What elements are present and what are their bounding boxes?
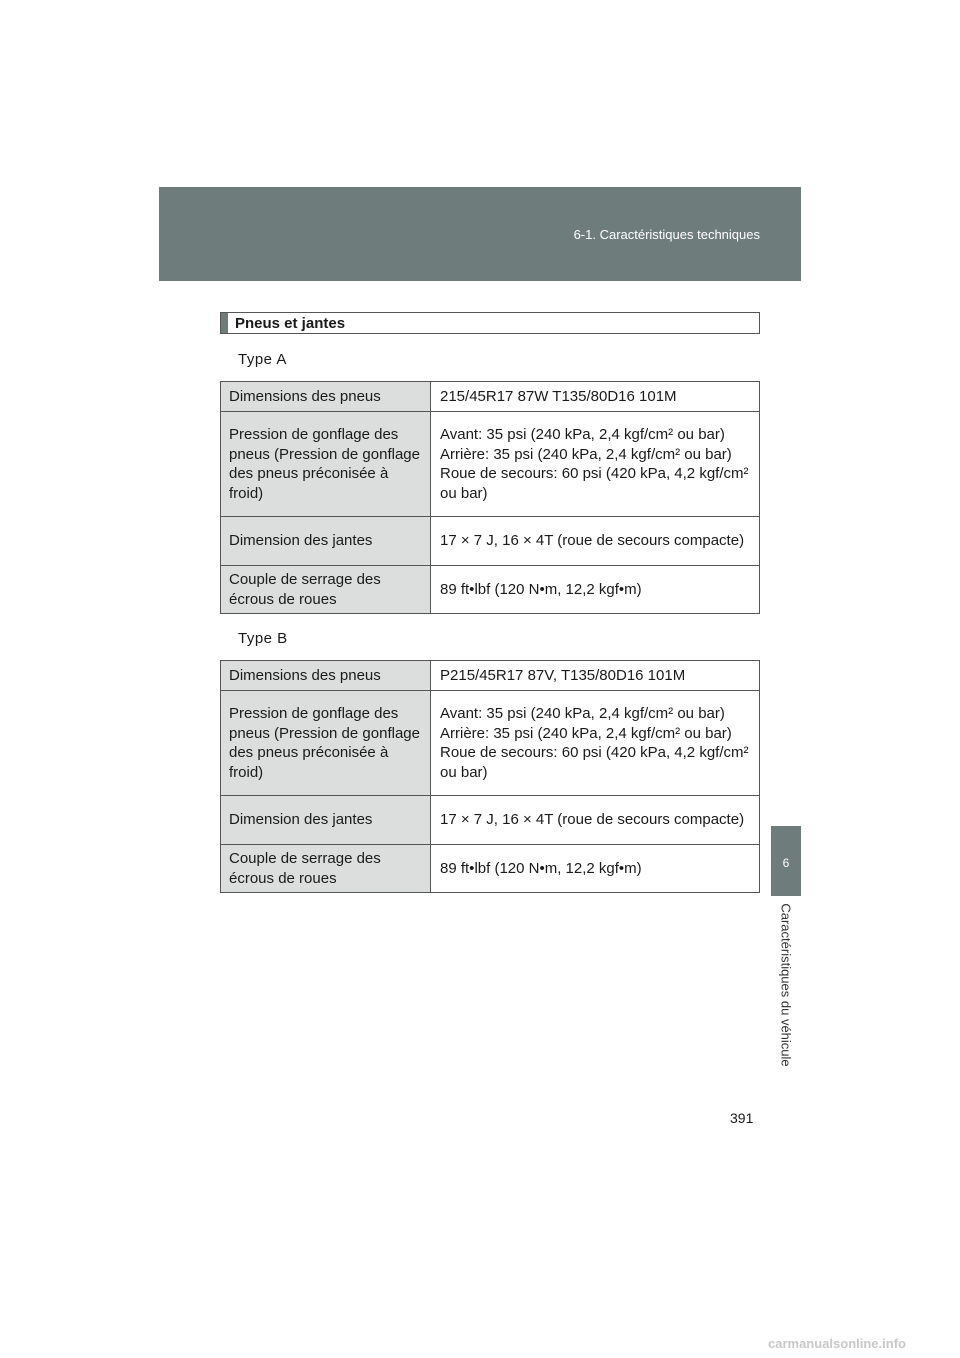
type-a-label: Type A xyxy=(238,351,287,368)
rim-size-key: Dimension des jantes xyxy=(221,517,431,566)
table-row xyxy=(221,661,760,691)
tire-pressure-value xyxy=(431,412,760,517)
type-b-spec-table xyxy=(220,660,760,893)
lug-nut-torque-key: Couple de serrage des écrous de roues xyxy=(221,845,431,893)
lug-nut-torque-key: Couple de serrage des écrous de roues xyxy=(221,566,431,614)
lug-nut-torque-value: 89 ft•lbf (120 N•m, 12,2 kgf•m) xyxy=(431,845,760,893)
tire-pressure-rear: Arrière: 35 psi (240 kPa, 2,4 kgf/cm² ou bar) xyxy=(440,445,732,463)
tire-pressure-front: Avant: 35 psi (240 kPa, 2,4 kgf/cm² ou bar) xyxy=(440,705,725,722)
chapter-number: 6 xyxy=(782,856,790,870)
section-heading-accent xyxy=(221,313,228,333)
watermark: carmanualsonline.info xyxy=(768,1336,906,1351)
section-heading-title: Pneus et jantes xyxy=(235,315,346,332)
table-row xyxy=(221,796,760,845)
table-row xyxy=(221,845,760,893)
table-row xyxy=(221,691,760,796)
type-a-spec-table xyxy=(220,381,760,614)
table-row xyxy=(221,566,760,614)
type-b-label: Type B xyxy=(238,630,288,647)
chapter-section-title: 6-1. Caractéristiques techniques xyxy=(573,227,760,242)
section-heading xyxy=(220,312,760,334)
lug-nut-torque-value: 89 ft•lbf (120 N•m, 12,2 kgf•m) xyxy=(431,566,760,614)
table-row xyxy=(221,382,760,412)
chapter-side-label: Caractéristiques du véhicule xyxy=(778,903,794,1067)
table-row xyxy=(221,517,760,566)
table-row xyxy=(221,412,760,517)
tire-pressure-spare: Roue de secours: 60 psi (420 kPa, 4,2 kgf/cm² ou bar) xyxy=(440,744,749,781)
tire-pressure-value xyxy=(431,691,760,796)
tire-size-value: P215/45R17 87V, T135/80D16 101M xyxy=(431,661,760,691)
tire-size-value: 215/45R17 87W T135/80D16 101M xyxy=(431,382,760,412)
tire-pressure-front: Avant: 35 psi (240 kPa, 2,4 kgf/cm² ou bar) xyxy=(440,426,725,443)
tire-pressure-key: Pression de gonflage des pneus (Pression de gonflage des pneus préconisée à froid) xyxy=(221,691,431,796)
chapter-side-tab xyxy=(771,826,801,896)
tire-pressure-spare: Roue de secours: 60 psi (420 kPa, 4,2 kgf/cm² ou bar) xyxy=(440,465,749,502)
tire-pressure-rear: Arrière: 35 psi (240 kPa, 2,4 kgf/cm² ou bar) xyxy=(440,724,732,742)
page-number: 391 xyxy=(730,1110,754,1126)
tire-size-key: Dimensions des pneus xyxy=(221,661,431,691)
rim-size-value: 17 × 7 J, 16 × 4T (roue de secours compacte) xyxy=(431,796,760,845)
rim-size-value: 17 × 7 J, 16 × 4T (roue de secours compacte) xyxy=(431,517,760,566)
chapter-header-band xyxy=(159,187,801,281)
tire-pressure-key: Pression de gonflage des pneus (Pression de gonflage des pneus préconisée à froid) xyxy=(221,412,431,517)
tire-size-key: Dimensions des pneus xyxy=(221,382,431,412)
rim-size-key: Dimension des jantes xyxy=(221,796,431,845)
